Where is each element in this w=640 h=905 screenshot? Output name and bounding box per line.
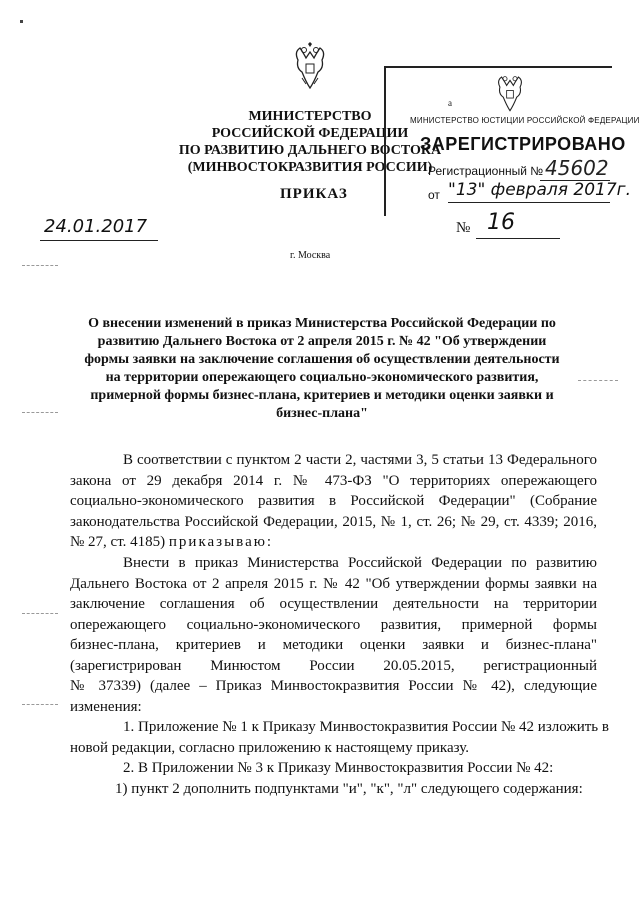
- body-line: социально-экономического развития в Российской Федерации" (Собрание: [70, 493, 597, 509]
- stamp-regnum: 45602: [545, 156, 609, 180]
- body-line: 2. В Приложении № 3 к Приказу Минвостокразвития России № 42:: [123, 760, 554, 776]
- body-line: № 37339) (далее – Приказ Минвостокразвития России № 42), следующие: [70, 678, 597, 694]
- body-line: 1. Приложение № 1 к Приказу Минвостокразвития России № 42 изложить в: [123, 719, 609, 735]
- order-number: 16: [487, 210, 515, 235]
- body-line: (зарегистрирован Минюстом России 20.05.2015, регистрационный: [70, 657, 597, 674]
- order-title: ПРИКАЗ: [280, 186, 348, 202]
- body-text: № 27, ст. 4185): [70, 534, 166, 550]
- coat-of-arms-icon: [290, 42, 330, 92]
- body-line: закона от 29 декабря 2014 г. № 473-ФЗ "О территориях опережающего: [70, 472, 597, 489]
- stamp-date-underline: [448, 202, 610, 203]
- paragraph-item-1: [70, 717, 609, 758]
- ministry-line: (МИНВОСТОКРАЗВИТИЯ РОССИИ): [187, 160, 433, 175]
- heading-line: формы заявки на заключение соглашения об осуществлении деятельности: [84, 352, 560, 367]
- ministry-line: РОССИЙСКОЙ ФЕДЕРАЦИИ: [211, 126, 409, 141]
- paragraph-item-2: [70, 758, 597, 779]
- order-number-label: №: [456, 220, 471, 236]
- paragraph-amendment: [70, 553, 597, 717]
- order-keyword: приказываю:: [168, 534, 274, 550]
- stamp-registered: ЗАРЕГИСТРИРОВАНО: [420, 134, 626, 154]
- body-line: бизнес-плана, критериев и методики оценки заявки и бизнес-плана": [70, 637, 597, 653]
- stamp-agency: МИНИСТЕРСТВО ЮСТИЦИИ РОССИЙСКОЙ ФЕДЕРАЦИИ: [410, 116, 640, 125]
- heading-line: примерной формы бизнес-плана, критериев и методики оценки заявки и: [90, 388, 554, 403]
- paragraph-preamble: [70, 450, 597, 553]
- body-line: [70, 532, 597, 553]
- scan-artifact: [578, 380, 618, 381]
- body-line: 1) пункт 2 дополнить подпунктами "и", "к", "л" следующего содержания:: [115, 781, 583, 797]
- body-line: заключение соглашения об осуществлении деятельности на территории: [70, 596, 597, 612]
- heading-line: О внесении изменений в приказ Министерства Российской Федерации по: [88, 316, 556, 331]
- stamp-small-mark: а: [448, 98, 452, 108]
- order-number-underline: [476, 238, 560, 239]
- paragraph-subitem-1: [70, 779, 597, 800]
- body-line: законодательства Российской Федерации, 2015, № 1, ст. 26; № 29, ст. 4339; 2016,: [70, 513, 597, 530]
- heading-line: на территории опережающего социально-экономического развития,: [105, 370, 539, 385]
- order-date-underline: [40, 240, 158, 241]
- ministry-line: МИНИСТЕРСТВО: [248, 109, 372, 124]
- body-line: изменения:: [70, 698, 142, 715]
- stamp-regnum-label: Регистрационный №: [428, 164, 544, 178]
- scan-artifact: [22, 613, 58, 614]
- body-line: опережающего социально-экономического развития, примерной формы: [70, 616, 597, 633]
- corner-mark: [20, 20, 23, 23]
- body-line: новой редакции, согласно приложению к настоящему приказу.: [70, 739, 469, 756]
- stamp-date: "13" февраля 2017г.: [448, 180, 631, 200]
- order-city: г. Москва: [290, 250, 331, 261]
- scan-artifact: [22, 704, 58, 705]
- body-line: В соответствии с пунктом 2 части 2, частями 3, 5 статьи 13 Федерального: [123, 452, 597, 468]
- ministry-line: ПО РАЗВИТИЮ ДАЛЬНЕГО ВОСТОКА: [178, 143, 442, 158]
- order-date: 24.01.2017: [44, 216, 148, 237]
- stamp-coat-of-arms-icon: [492, 72, 528, 114]
- body-line: Внести в приказ Министерства Российской Федерации по развитию: [123, 555, 597, 571]
- scan-artifact: [22, 412, 58, 413]
- heading-line: развитию Дальнего Востока от 2 апреля 2015 г. № 42 "Об утверждении: [97, 334, 547, 349]
- body-line: Дальнего Востока от 2 апреля 2015 г. № 42 "Об утверждении формы заявки на: [70, 575, 597, 592]
- heading-line: бизнес-плана": [276, 406, 368, 421]
- scan-artifact: [22, 265, 58, 266]
- stamp-date-label: от: [428, 188, 440, 202]
- order-heading: [62, 315, 582, 423]
